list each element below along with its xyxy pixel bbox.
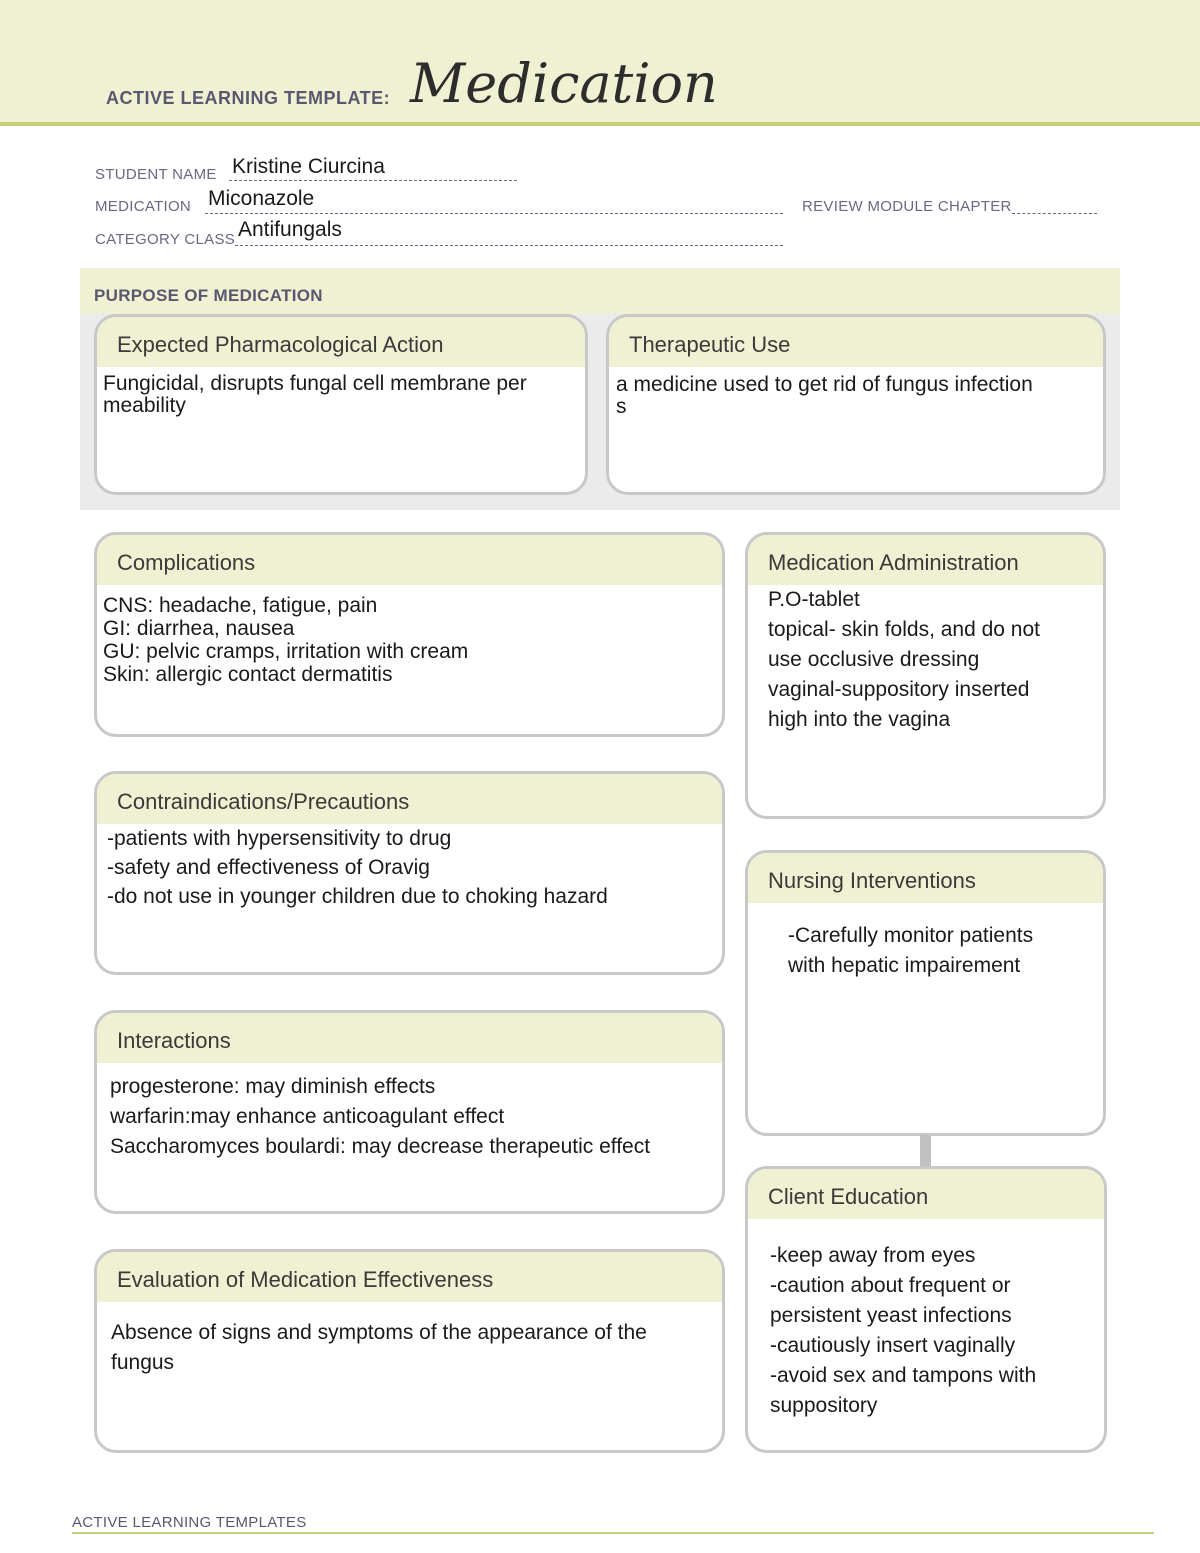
category-class-label: CATEGORY CLASS: [95, 231, 236, 248]
review-module-line: [1012, 213, 1097, 214]
client-education-text[interactable]: -keep away from eyes -caution about frequent or persistent yeast infections -cautiously insert vaginally -avoid sex and tampons with suppository: [770, 1244, 1037, 1417]
nursing-text[interactable]: -Carefully monitor patients with hepatic impairement: [788, 924, 1034, 977]
complications-box: [94, 532, 725, 737]
medication-field[interactable]: Miconazole: [208, 187, 315, 210]
interactions-box: [94, 1010, 725, 1214]
expected-action-text[interactable]: Fungicidal, disrupts fungal cell membrane per meability: [103, 372, 527, 417]
client-education-title: Client Education: [748, 1169, 1104, 1219]
evaluation-text[interactable]: Absence of signs and symptoms of the appearance of the fungus: [111, 1321, 647, 1374]
header-rule: [0, 122, 1200, 126]
evaluation-box: [94, 1249, 725, 1453]
footer-rule: [72, 1532, 1154, 1534]
category-class-field[interactable]: Antifungals: [238, 218, 342, 241]
interactions-text[interactable]: progesterone: may diminish effects warfarin:may enhance anticoagulant effect Saccharomyces boulardi: may decrease therapeutic effect: [110, 1075, 651, 1158]
medication-label: MEDICATION: [95, 198, 192, 215]
administration-text[interactable]: P.O-tablet topical- skin folds, and do not use occlusive dressing vaginal-suppository inserted high into the vagina: [768, 588, 1040, 731]
student-name-line: [229, 180, 517, 181]
expected-action-title: Expected Pharmacological Action: [97, 317, 585, 367]
footer-label: ACTIVE LEARNING TEMPLATES: [72, 1514, 307, 1531]
review-module-label: REVIEW MODULE CHAPTER: [802, 198, 1012, 215]
therapeutic-use-text[interactable]: a medicine used to get rid of fungus infection s: [616, 373, 1033, 418]
section-connector: [920, 1135, 931, 1167]
page-title: Medication: [410, 52, 718, 115]
contraindications-box: [94, 771, 725, 975]
client-education-box: [745, 1166, 1107, 1453]
therapeutic-use-title: Therapeutic Use: [609, 317, 1103, 367]
template-label: ACTIVE LEARNING TEMPLATE:: [106, 88, 391, 108]
complications-text[interactable]: CNS: headache, fatigue, pain GI: diarrhea, nausea GU: pelvic cramps, irritation with cream Skin: allergic contact dermatitis: [103, 594, 469, 686]
contraindications-title: Contraindications/Precautions: [97, 774, 722, 824]
interactions-title: Interactions: [97, 1013, 722, 1063]
category-class-line: [235, 245, 783, 246]
student-name-field[interactable]: Kristine Ciurcina: [232, 155, 385, 178]
administration-title: Medication Administration: [748, 535, 1103, 585]
student-name-label: STUDENT NAME: [95, 166, 217, 183]
expected-action-box: [94, 314, 588, 495]
nursing-title: Nursing Interventions: [748, 853, 1103, 903]
administration-box: [745, 532, 1106, 819]
complications-title: Complications: [97, 535, 722, 585]
medication-line: [205, 213, 783, 214]
purpose-label: PURPOSE OF MEDICATION: [94, 286, 323, 305]
contraindications-text[interactable]: -patients with hypersensitivity to drug -safety and effectiveness of Oravig -do not use in younger children due to choking hazard: [107, 827, 608, 908]
therapeutic-use-box: [606, 314, 1106, 495]
evaluation-title: Evaluation of Medication Effectiveness: [97, 1252, 722, 1302]
nursing-box: [745, 850, 1106, 1136]
